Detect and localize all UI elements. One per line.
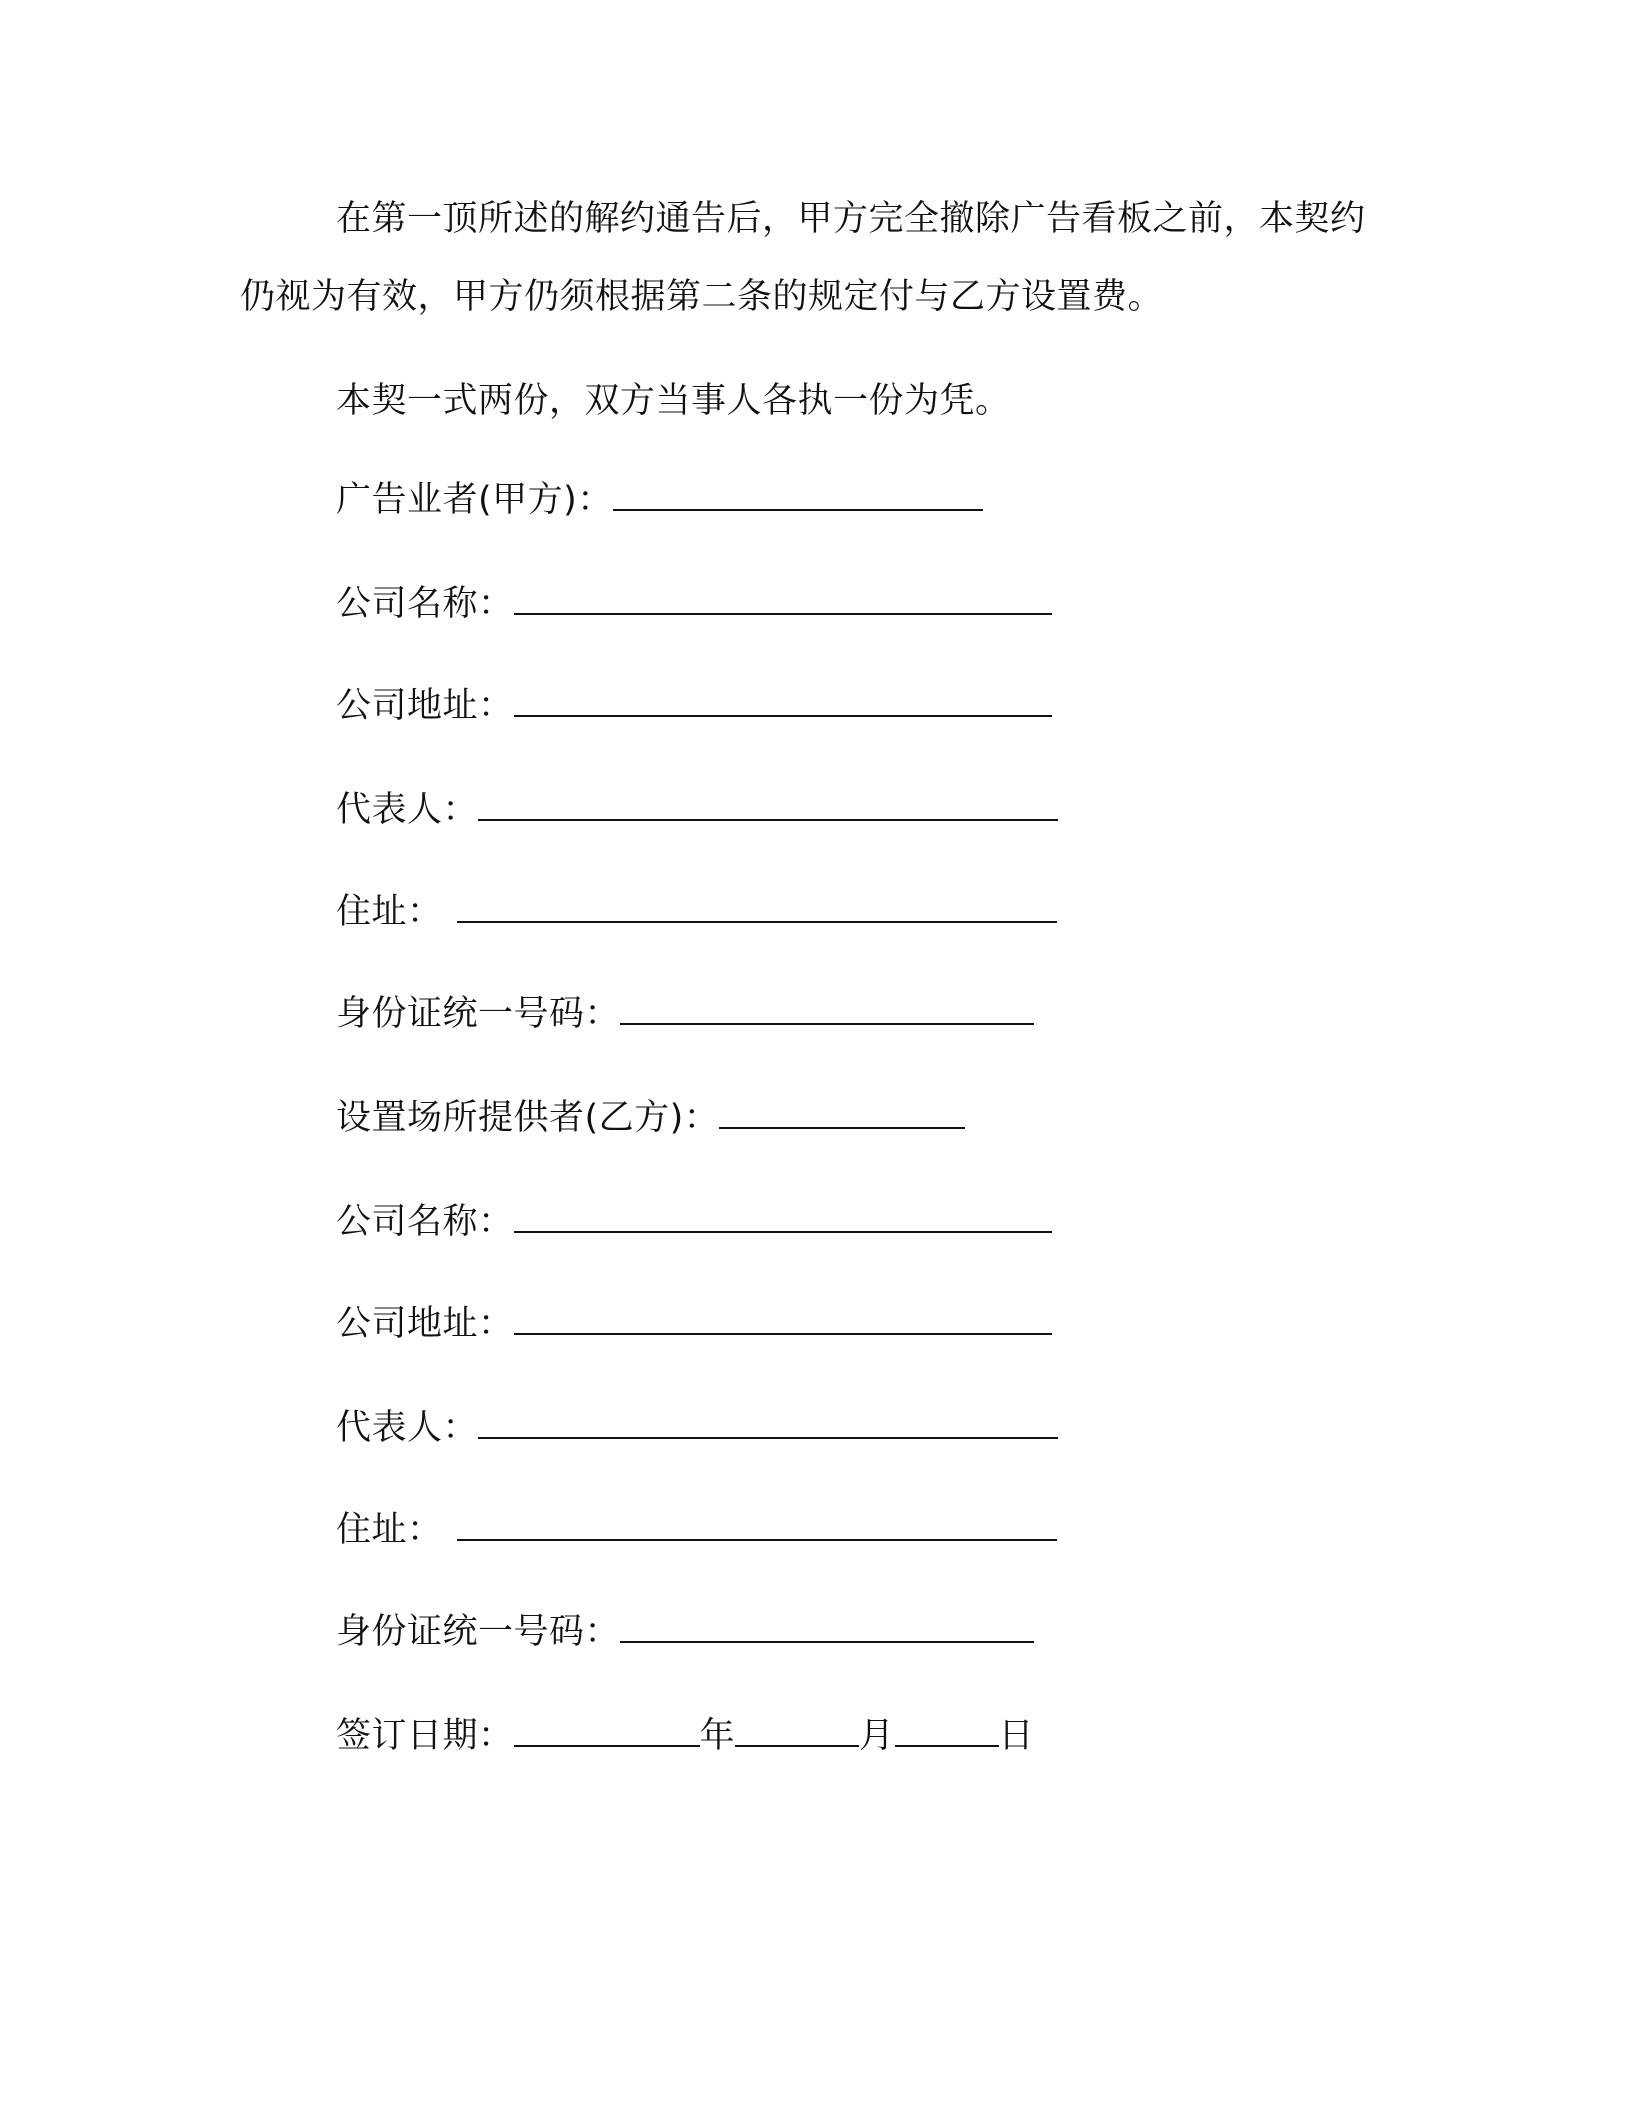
party-b-company-address-label: 公司地址：	[336, 1304, 514, 1344]
day-label: 日	[998, 1716, 1035, 1756]
party-b-heading: 设置场所提供者(乙方)：	[336, 1098, 720, 1138]
party-b-company-address-blank[interactable]	[514, 1303, 1052, 1335]
party-b-id-line	[336, 1608, 1034, 1656]
party-b-address-blank[interactable]	[457, 1509, 1057, 1541]
party-b-company-name-blank[interactable]	[514, 1201, 1052, 1233]
party-a-name-blank[interactable]	[613, 479, 983, 511]
party-b-company-name-label: 公司名称：	[336, 1202, 514, 1242]
party-a-heading: 广告业者(甲方)：	[336, 480, 613, 520]
party-b-company-address-line	[336, 1300, 1052, 1348]
party-a-company-address-label: 公司地址：	[336, 686, 514, 726]
party-b-address-line	[336, 1506, 1057, 1554]
party-a-company-address-line	[336, 682, 1052, 730]
party-b-id-label: 身份证统一号码：	[336, 1612, 621, 1652]
party-b-company-name-line	[336, 1198, 1052, 1246]
party-a-id-blank[interactable]	[620, 993, 1034, 1025]
signing-day-blank[interactable]	[895, 1715, 999, 1747]
signing-date-line	[336, 1712, 1034, 1760]
party-a-company-name-blank[interactable]	[514, 583, 1052, 615]
signing-month-blank[interactable]	[735, 1715, 859, 1747]
party-a-representative-label: 代表人：	[336, 790, 479, 830]
party-a-id-label: 身份证统一号码：	[336, 994, 621, 1034]
party-b-name-blank[interactable]	[719, 1097, 965, 1129]
month-label: 月	[859, 1716, 895, 1756]
year-label: 年	[699, 1716, 736, 1756]
copies-clause-paragraph: 本契一式两份，双方当事人各执一份为凭。	[336, 381, 1011, 421]
party-a-heading-line	[336, 476, 983, 524]
party-a-company-address-blank[interactable]	[514, 685, 1052, 717]
party-a-id-line	[336, 990, 1034, 1038]
termination-clause-paragraph: 在第一顶所述的解约通告后，甲方完全撤除广告看板之前，本契约仍视为有效，甲方仍须根据第二条的规定付与乙方设置费。	[240, 199, 1366, 317]
party-b-representative-blank[interactable]	[478, 1407, 1058, 1439]
party-b-representative-line	[336, 1404, 1058, 1452]
party-a-address-line	[336, 888, 1057, 936]
party-a-address-blank[interactable]	[457, 891, 1057, 923]
party-a-company-name-line	[336, 580, 1052, 628]
party-a-company-name-label: 公司名称：	[336, 584, 514, 624]
party-a-address-label: 住址：	[336, 892, 443, 932]
party-a-representative-blank[interactable]	[478, 789, 1058, 821]
party-b-address-label: 住址：	[336, 1510, 443, 1550]
signing-date-label: 签订日期：	[336, 1716, 514, 1756]
party-a-representative-line	[336, 786, 1058, 834]
party-b-id-blank[interactable]	[620, 1611, 1034, 1643]
party-b-heading-line	[336, 1094, 965, 1142]
party-b-representative-label: 代表人：	[336, 1408, 479, 1448]
signing-year-blank[interactable]	[514, 1715, 700, 1747]
